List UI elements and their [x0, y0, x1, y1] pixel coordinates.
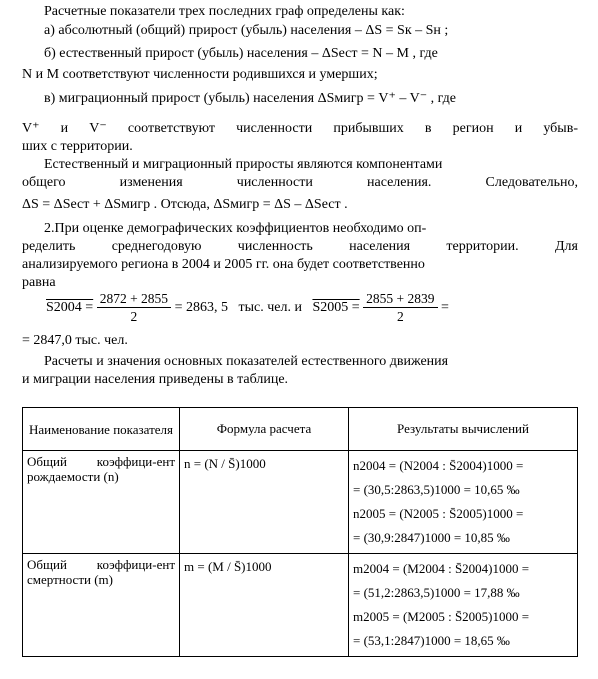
- mean-population-formula: [46, 290, 449, 326]
- result-2005-eq: =: [441, 300, 449, 315]
- text-line: = 2847,0 тыс. чел.: [22, 333, 128, 348]
- text-line: Расчеты и значения основных показателей естественного движения: [44, 354, 449, 369]
- indicator-name: Общий коэффици-ент смертности (m): [23, 554, 180, 657]
- text-line: и миграции населения приведены в таблице.: [22, 372, 289, 387]
- result-line: n2004 = (N2004 : S̄2004)1000 =: [353, 458, 524, 473]
- result-line: n2005 = (N2005 : S̄2005)1000 =: [353, 506, 524, 521]
- result-2004: = 2863, 5: [174, 300, 228, 315]
- text-line: ших с территории.: [22, 139, 133, 154]
- text-line: 2.При оценке демографических коэффициентов необходимо оп-: [44, 221, 427, 236]
- indicator-formula: m = (M / S̄)1000: [180, 554, 349, 657]
- text-line: равна: [22, 275, 56, 290]
- result-line: = (30,5:2863,5)1000 = 10,65 ‰: [353, 482, 520, 497]
- result-line: m2005 = (M2005 : S̄2005)1000 =: [353, 609, 530, 624]
- s2005-label: S2005 =: [312, 300, 360, 315]
- result-line: m2004 = (M2004 : S̄2004)1000 =: [353, 561, 530, 576]
- indicator-formula: n = (N / S̄)1000: [180, 451, 349, 554]
- indicator-results: [349, 451, 578, 554]
- table-row: [23, 451, 578, 554]
- text-line: а) абсолютный (общий) прирост (убыль) населения – ΔS = Sк – Sн ;: [44, 23, 449, 38]
- fraction-2004: [97, 290, 171, 325]
- header-name: Наименование показателя: [23, 408, 180, 451]
- indicator-name: Общий коэффици-ент рождаемости (n): [23, 451, 180, 554]
- text-line: б) естественный прирост (убыль) населения – ΔSест = N – M , где: [44, 46, 438, 61]
- text-line: ΔS = ΔSест + ΔSмигр . Отсюда, ΔSмигр = ΔS – ΔSест .: [22, 197, 348, 212]
- table-row: [23, 554, 578, 657]
- header-formula: Формула расчета: [180, 408, 349, 451]
- text-line: анализируемого региона в 2004 и 2005 гг. она будет соответственно: [22, 257, 425, 272]
- fraction-denominator: 2: [130, 309, 138, 325]
- fraction-numerator: 2855 + 2839: [363, 290, 437, 308]
- text-line: V⁺ и V⁻ соответствуют численности прибывших в регион и убыв-: [22, 121, 578, 136]
- text-line: Естественный и миграционный приросты являются компонентами: [44, 157, 443, 172]
- fraction-2005: [363, 290, 437, 325]
- header-results: Результаты вычислений: [349, 408, 578, 451]
- result-line: = (51,2:2863,5)1000 = 17,88 ‰: [353, 585, 520, 600]
- s2004-label: S2004 =: [46, 300, 94, 315]
- text-line: в) миграционный прирост (убыль) населения ΔSмигр = V⁺ – V⁻ , где: [44, 91, 456, 106]
- result-line: = (53,1:2847)1000 = 18,65 ‰: [353, 633, 510, 648]
- fraction-denominator: 2: [396, 309, 404, 325]
- text-line: N и M соответствуют численности родившихся и умерших;: [22, 67, 378, 82]
- table-header-row: [23, 408, 578, 451]
- text-line: Расчетные показатели трех последних граф определены как:: [44, 4, 405, 19]
- result-line: = (30,9:2847)1000 = 10,85 ‰: [353, 530, 510, 545]
- text-line: ределить среднегодовую численность населения территории. Для: [22, 239, 578, 254]
- indicators-table: [22, 407, 578, 657]
- unit-text: тыс. чел. и: [238, 300, 302, 315]
- indicator-results: [349, 554, 578, 657]
- text-line: общего изменения численности населения. Следовательно,: [22, 175, 578, 190]
- fraction-numerator: 2872 + 2855: [97, 290, 171, 308]
